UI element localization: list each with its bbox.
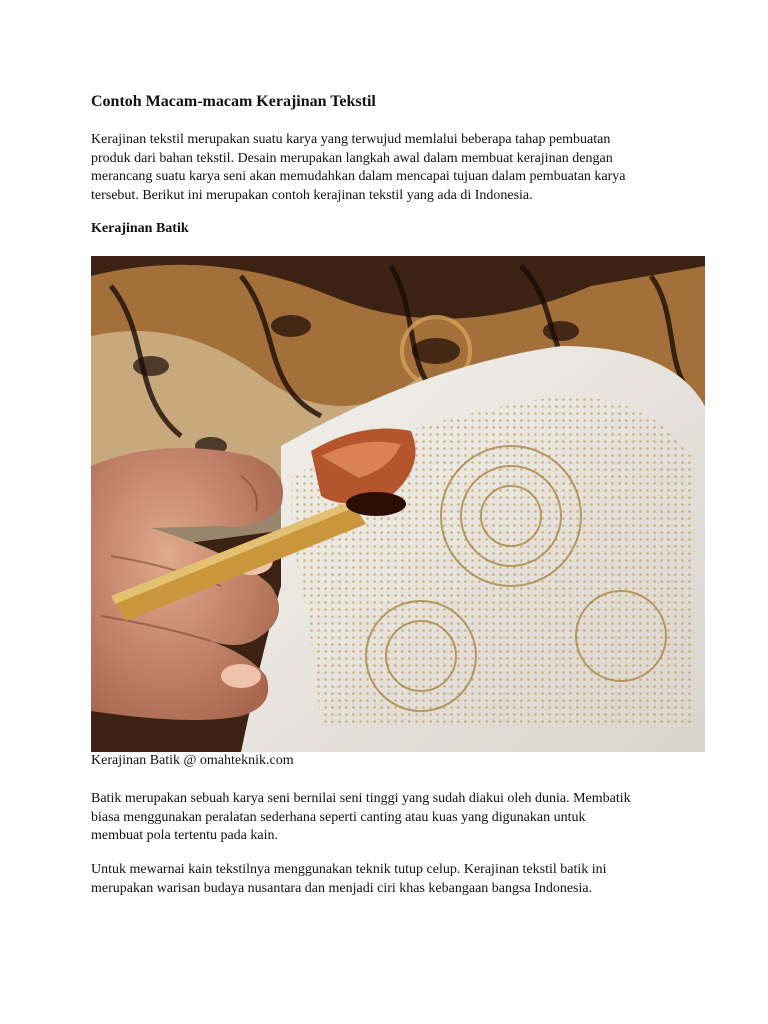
section-heading: Kerajinan Batik [91,221,189,236]
intro-line: Kerajinan tekstil merupakan suatu karya yang terwujud memlalui beberapa tahap pembuatan [91,132,611,147]
intro-line: merancang suatu karya seni akan memudahkan dalam mencapai tujuan dalam pembuatan karya [91,169,626,184]
intro-paragraph [91,131,691,205]
document-title: Contoh Macam-macam Kerajinan Tekstil [91,93,376,110]
intro-line: tersebut. Berikut ini merupakan contoh kerajinan tekstil yang ada di Indonesia. [91,187,533,203]
paragraph-line: Batik merupakan sebuah karya seni bernilai seni tinggi yang sudah diakui oleh dunia. Membatik [91,791,631,806]
intro-line: produk dari bahan tekstil. Desain merupakan langkah awal dalam membuat kerajinan dengan [91,150,613,166]
paragraph-line: merupakan warisan budaya nusantara dan menjadi ciri khas kebangaan bangsa Indonesia. [91,880,593,896]
image-caption: Kerajinan Batik @ omahteknik.com [91,753,294,768]
batik-paragraph [91,790,691,846]
paragraph-line: membuat pola tertentu pada kain. [91,828,278,843]
paragraph-line: biasa menggunakan peralatan sederhana seperti canting atau kuas yang digunakan untuk [91,809,586,825]
batik-photo [91,256,705,752]
paragraph-line: Untuk mewarnai kain tekstilnya menggunakan teknik tutup celup. Kerajinan tekstil batik ini [91,862,607,877]
coloring-paragraph [91,861,691,898]
